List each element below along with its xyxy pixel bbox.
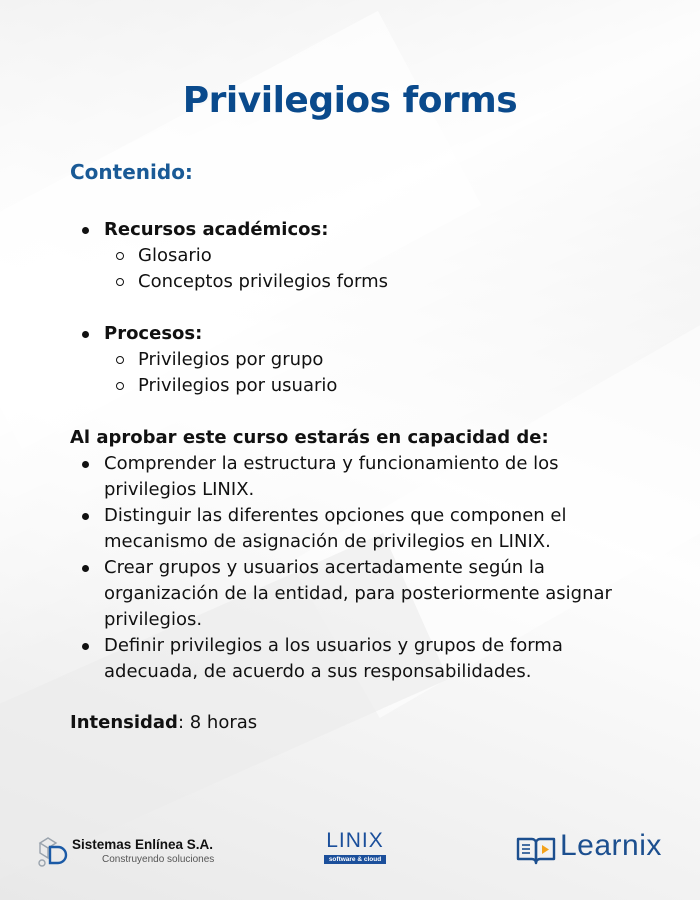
bullet-icon (82, 331, 89, 338)
sistemas-enlinea-tagline: Construyendo soluciones (102, 854, 215, 865)
list-item (70, 451, 650, 503)
bullet-icon (82, 227, 89, 234)
outcome-line: mecanismo de asignación de privilegios en LINIX. (104, 531, 551, 552)
list-item (70, 217, 650, 243)
learnix-logo (516, 831, 676, 867)
bullet-icon (82, 461, 89, 468)
group-item: Conceptos privilegios forms (138, 271, 388, 292)
list-item (70, 633, 650, 685)
hollow-bullet-icon (116, 278, 124, 286)
group-item: Privilegios por usuario (138, 375, 338, 396)
outcome-line: Definir privilegios a los usuarios y grupos de forma (104, 635, 563, 656)
intensity-label: Intensidad (70, 712, 178, 733)
intensity-value: : 8 horas (177, 712, 258, 733)
sistemas-enlinea-logo (36, 833, 236, 869)
bullet-icon (82, 643, 89, 650)
open-book-icon (516, 835, 556, 865)
outcomes-section (70, 425, 650, 685)
outcome-line: adecuada, de acuerdo a sus responsabilidades. (104, 661, 532, 682)
bullet-icon (82, 513, 89, 520)
hollow-bullet-icon (116, 356, 124, 364)
list-item (70, 269, 650, 295)
page-title: Privilegios forms (182, 80, 518, 121)
outcome-line: organización de la entidad, para posteriormente asignar (104, 583, 612, 604)
outcome-line: Crear grupos y usuarios acertadamente según la (104, 557, 545, 578)
sistemas-enlinea-name: Sistemas Enlínea S.A. (72, 837, 214, 852)
list-item (70, 503, 650, 555)
footer-logos (0, 825, 700, 875)
outcome-line: privilegios. (104, 609, 203, 630)
outcomes-heading: Al aprobar este curso estarás en capacidad de: (70, 427, 549, 448)
outcome-line: Distinguir las diferentes opciones que componen el (104, 505, 567, 526)
list-item (70, 243, 650, 269)
group-label: Procesos: (104, 323, 203, 344)
hollow-bullet-icon (116, 252, 124, 260)
intensity-line (70, 710, 257, 736)
group-item: Glosario (138, 245, 212, 266)
bullet-icon (82, 565, 89, 572)
list-item (70, 347, 650, 373)
outcome-line: privilegios LINIX. (104, 479, 255, 500)
list-item (70, 555, 650, 633)
contents-group-resources (70, 217, 650, 295)
learnix-wordmark: Learnix (560, 829, 662, 862)
list-item (70, 373, 650, 399)
contents-heading: Contenido: (70, 160, 193, 184)
linix-wordmark: LINIX (326, 829, 384, 852)
linix-logo (322, 829, 388, 869)
list-item (70, 321, 650, 347)
sistemas-enlinea-mark-icon (36, 833, 70, 869)
group-item: Privilegios por grupo (138, 349, 324, 370)
contents-group-processes (70, 321, 650, 399)
outcome-line: Comprender la estructura y funcionamiento de los (104, 453, 559, 474)
group-label: Recursos académicos: (104, 219, 329, 240)
linix-tagline: software & cloud (324, 855, 386, 864)
hollow-bullet-icon (116, 382, 124, 390)
